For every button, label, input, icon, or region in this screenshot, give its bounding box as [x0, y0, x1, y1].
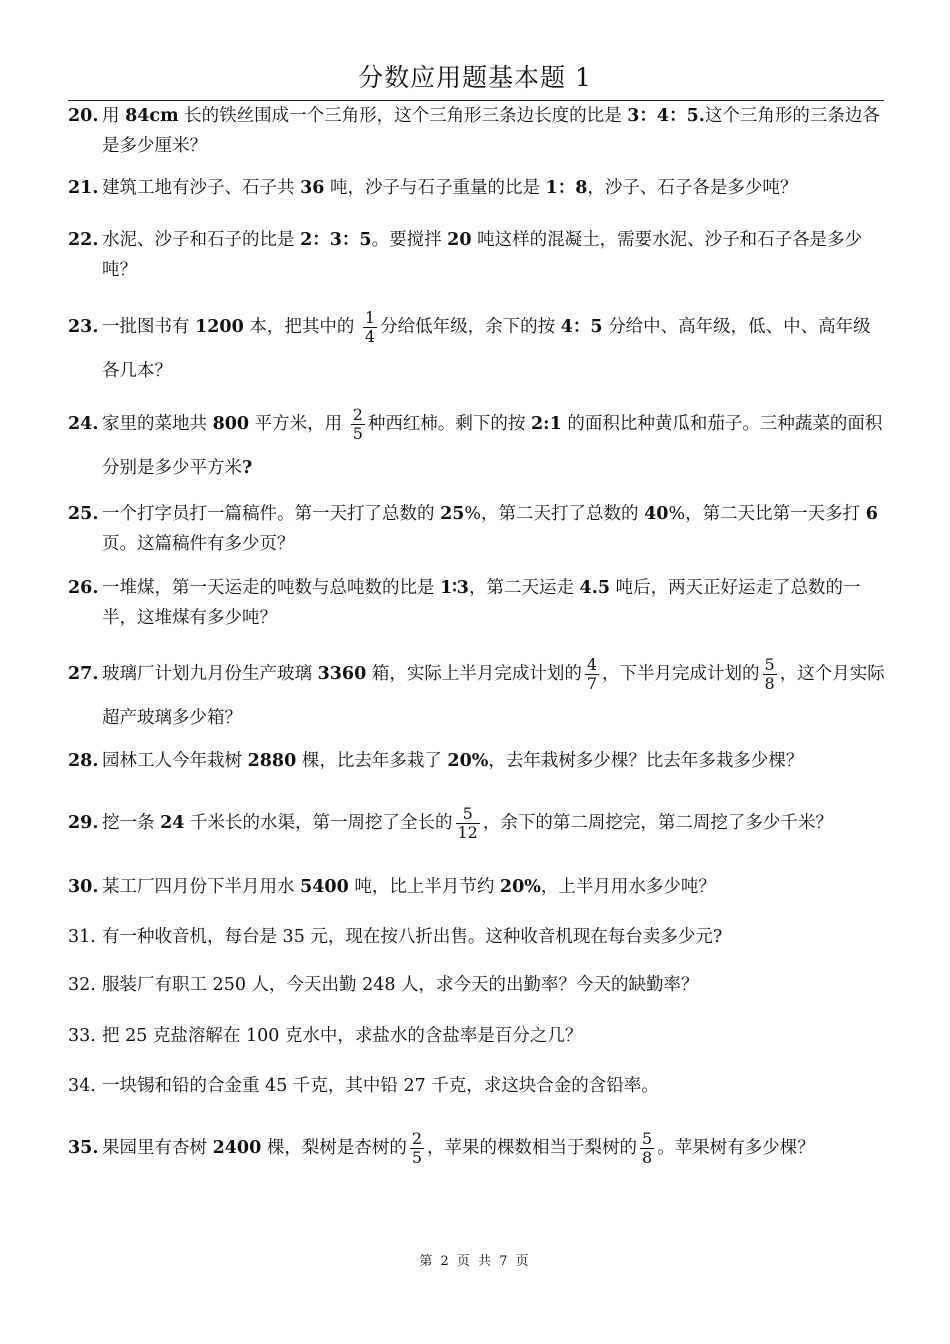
fraction: $\frac{2}{5}$	[411, 1129, 423, 1167]
question-number: 29.	[68, 813, 99, 833]
question-22	[68, 225, 886, 285]
question-number: 33.	[68, 1026, 96, 1046]
question-31	[68, 922, 886, 952]
question-30	[68, 872, 886, 902]
question-number: 34.	[68, 1076, 96, 1096]
question-35	[68, 1126, 886, 1170]
question-33	[68, 1021, 886, 1051]
question-26	[68, 573, 886, 633]
question-text: 一个打字员打一篇稿件。第一天打了总数的 25%，第二天打了总数的 40%，第二天比第一天多打 6 页。这篇稿件有多少页？	[102, 504, 878, 554]
question-25	[68, 499, 886, 559]
question-text: 一块锡和铅的合金重 45 千克，其中铅 27 千克，求这块合金的含铅率。	[102, 1076, 659, 1096]
question-20	[68, 101, 886, 161]
question-text: 一批图书有 1200 本，把其中的 $\frac{1}{4}$ 分给低年级，余下的按 4：5 分给中、高年级，低、中、高年级各几本？	[102, 308, 871, 381]
fraction: $\frac{5}{8}$	[764, 655, 775, 693]
question-text: 某工厂四月份下半月用水 5400 吨，比上半月节约 20%，上半月用水多少吨？	[102, 877, 716, 897]
question-text: 家里的菜地共 800 平方米，用 $\frac{2}{5}$ 种西红柿。剩下的按 2:1 的面积比种黄瓜和茄子。三种蔬菜的面积分别是多少平方米?	[102, 405, 883, 478]
question-number: 21.	[68, 178, 99, 198]
question-text: 果园里有杏树 2400 棵，梨树是杏树的 $\frac{2}{5}$ ，苹果的棵数相当于梨树的 $\frac{5}{8}$ 。苹果树有多少棵？	[102, 1129, 815, 1167]
page-title: 分数应用题基本题 1	[358, 63, 592, 92]
question-number: 31.	[68, 927, 96, 947]
question-number: 32.	[68, 975, 96, 995]
page-footer: 第 2 页 共 7 页	[419, 1254, 531, 1269]
question-32	[68, 970, 886, 1000]
fraction: $\frac{5}{12}$	[457, 804, 478, 842]
fraction: $\frac{1}{4}$	[364, 308, 376, 346]
question-number: 20.	[68, 106, 99, 126]
question-number: 24.	[68, 414, 99, 434]
fraction: $\frac{4}{7}$	[586, 655, 598, 693]
question-text: 挖一条 24 千米长的水渠，第一周挖了全长的 $\frac{5}{12}$ ，余下的第二周挖完，第二周挖了多少千米？	[102, 804, 833, 842]
question-text: 服装厂有职工 250 人，今天出勤 248 人，求今天的出勤率？今天的缺勤率？	[102, 975, 699, 995]
question-29	[68, 801, 886, 845]
question-number: 22.	[68, 230, 99, 250]
question-21	[68, 173, 886, 203]
question-34	[68, 1071, 886, 1101]
question-number: 26.	[68, 578, 99, 598]
question-text: 把 25 克盐溶解在 100 克水中，求盐水的含盐率是百分之几？	[102, 1026, 583, 1046]
question-text: 水泥、沙子和石子的比是 2：3：5。要搅拌 20 吨这样的混凝土，需要水泥、沙子和石子各是多少吨？	[102, 230, 863, 280]
fraction: $\frac{2}{5}$	[352, 405, 363, 443]
question-number: 23.	[68, 317, 99, 337]
question-number: 30.	[68, 877, 99, 897]
question-24	[68, 402, 886, 490]
question-number: 25.	[68, 504, 99, 524]
question-text: 有一种收音机，每台是 35 元，现在按八折出售。这种收音机现在每台卖多少元?	[102, 927, 723, 947]
question-text: 园林工人今年栽树 2880 棵，比去年多栽了 20%，去年栽树多少棵？比去年多栽多少棵？	[102, 751, 804, 771]
question-number: 27.	[68, 664, 99, 684]
question-text: 用 84cm 长的铁丝围成一个三角形，这个三角形三条边长度的比是 3：4：5.这个三角形的三条边各是多少厘米？	[102, 106, 880, 156]
question-text: 玻璃厂计划九月份生产玻璃 3360 箱，实际上半月完成计划的 $\frac{4}{7}$ ，下半月完成计划的 $\frac{5}{8}$ ，这个月实际超产玻璃多少箱？	[102, 655, 885, 728]
question-27	[68, 652, 886, 740]
question-28	[68, 746, 886, 776]
question-23	[68, 305, 886, 393]
question-number: 28.	[68, 751, 99, 771]
fraction: $\frac{5}{8}$	[642, 1129, 653, 1167]
question-text: 一堆煤，第一天运走的吨数与总吨数的比是 1∶3，第二天运走 4.5 吨后，两天正好运走了总数的一半，这堆煤有多少吨？	[102, 578, 861, 628]
question-number: 35.	[68, 1138, 99, 1158]
question-text: 建筑工地有沙子、石子共 36 吨，沙子与石子重量的比是 1：8，沙子、石子各是多少吨？	[102, 178, 798, 198]
